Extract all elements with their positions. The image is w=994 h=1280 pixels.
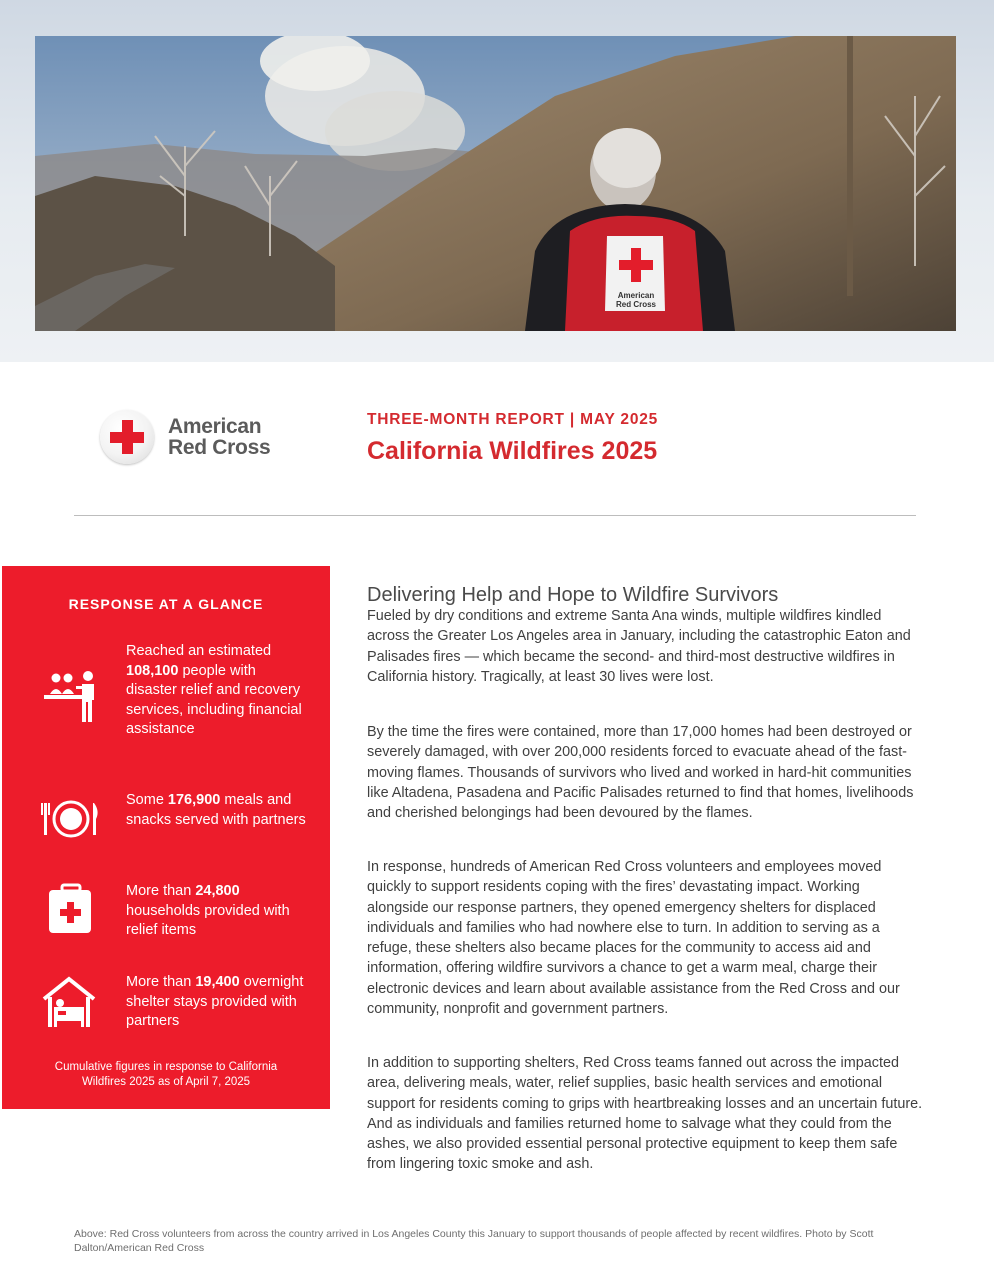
vest-label-line2: Red Cross xyxy=(615,300,657,309)
response-at-a-glance-panel xyxy=(2,566,330,1109)
stat-text: Some 176,900 meals and snacks served with partners xyxy=(126,792,306,828)
hero-photo xyxy=(35,36,956,331)
people-assistance-icon xyxy=(40,668,102,730)
report-kicker: THREE-MONTH REPORT | MAY 2025 xyxy=(367,411,659,428)
stat-number: 108,100 xyxy=(126,662,179,679)
photo-caption: Above: Red Cross volunteers from across the country arrived in Los Angeles County this January to support thousands of people affected by recent wildfires. Photo by Scott Dalton/American Red Cross xyxy=(74,1228,874,1254)
logo-line-1: American xyxy=(168,415,262,438)
article-paragraph-3: In response, hundreds of American Red Cross volunteers and employees moved quickly to support residents coping with the fires’ devastating impact. Working alongside our response partners, they opened emergency shelters for displaced individuals and families who had nowhere else to turn. In addition to serving as a refuge, these shelters also became places for the community to access aid and information, offering wildfire survivors a chance to get a warm meal, charge their electronic devices and learn about available assistance from the Red Cross and our community, nonprofit and government partners. xyxy=(367,859,900,1018)
panel-footnote: Cumulative figures in response to California Wildfires 2025 as of April 7, 2025 xyxy=(54,1061,278,1088)
meal-plate-icon xyxy=(40,789,102,851)
stat-text: More than 24,800 households provided with relief items xyxy=(126,883,290,938)
report-title: California Wildfires 2025 xyxy=(367,437,658,465)
article-heading: Delivering Help and Hope to Wildfire Survivors xyxy=(367,583,779,606)
stat-text: Reached an estimated 108,100 people with disaster relief and recovery services, including financial assistance xyxy=(126,643,302,737)
red-cross-logo xyxy=(100,410,300,470)
article-paragraph-1: Fueled by dry conditions and extreme Santa Ana winds, multiple wildfires kindled across the Greater Los Angeles area in January, including the catastrophic Eaton and Palisades fires — which became the second- and third-most destructive wildfires in California history. Tragically, at least 30 lives were lost. xyxy=(367,608,911,685)
header-divider xyxy=(74,515,916,516)
panel-title: RESPONSE AT A GLANCE xyxy=(68,596,264,612)
stat-number: 19,400 xyxy=(195,974,240,990)
article-paragraph-2: By the time the fires were contained, more than 17,000 homes had been destroyed or severely damaged, with over 200,000 residents forced to evacuate ahead of the fast-moving flames. Thousands of survivors who lived and worked in hard-hit communities like Altadena, Pasadena and Pacific Palisades returned to find that homes, livelihoods and cherished belongings had been devoured by the flames. xyxy=(367,724,914,822)
stat-number: 24,800 xyxy=(195,883,240,899)
red-cross-emblem-icon xyxy=(100,410,154,464)
stat-text: More than 19,400 overnight shelter stays provided with partners xyxy=(126,974,304,1029)
article-paragraph-4: In addition to supporting shelters, Red Cross teams fanned out across the impacted area, delivering meals, water, relief supplies, basic health services and emotional support for residents coming to grips with heartbreaking losses and an uncertain future. And as individuals and families returned home to salvage what they could from the ashes, we also provided essential personal protective equipment to keep them safe from lingering toxic smoke and ash. xyxy=(367,1055,923,1173)
relief-kit-icon xyxy=(40,882,102,944)
stat-number: 176,900 xyxy=(167,792,221,808)
logo-wordmark xyxy=(168,416,308,458)
shelter-bed-icon xyxy=(40,973,102,1035)
vest-label-line1: American xyxy=(617,291,655,300)
logo-line-2: Red Cross xyxy=(168,436,271,459)
